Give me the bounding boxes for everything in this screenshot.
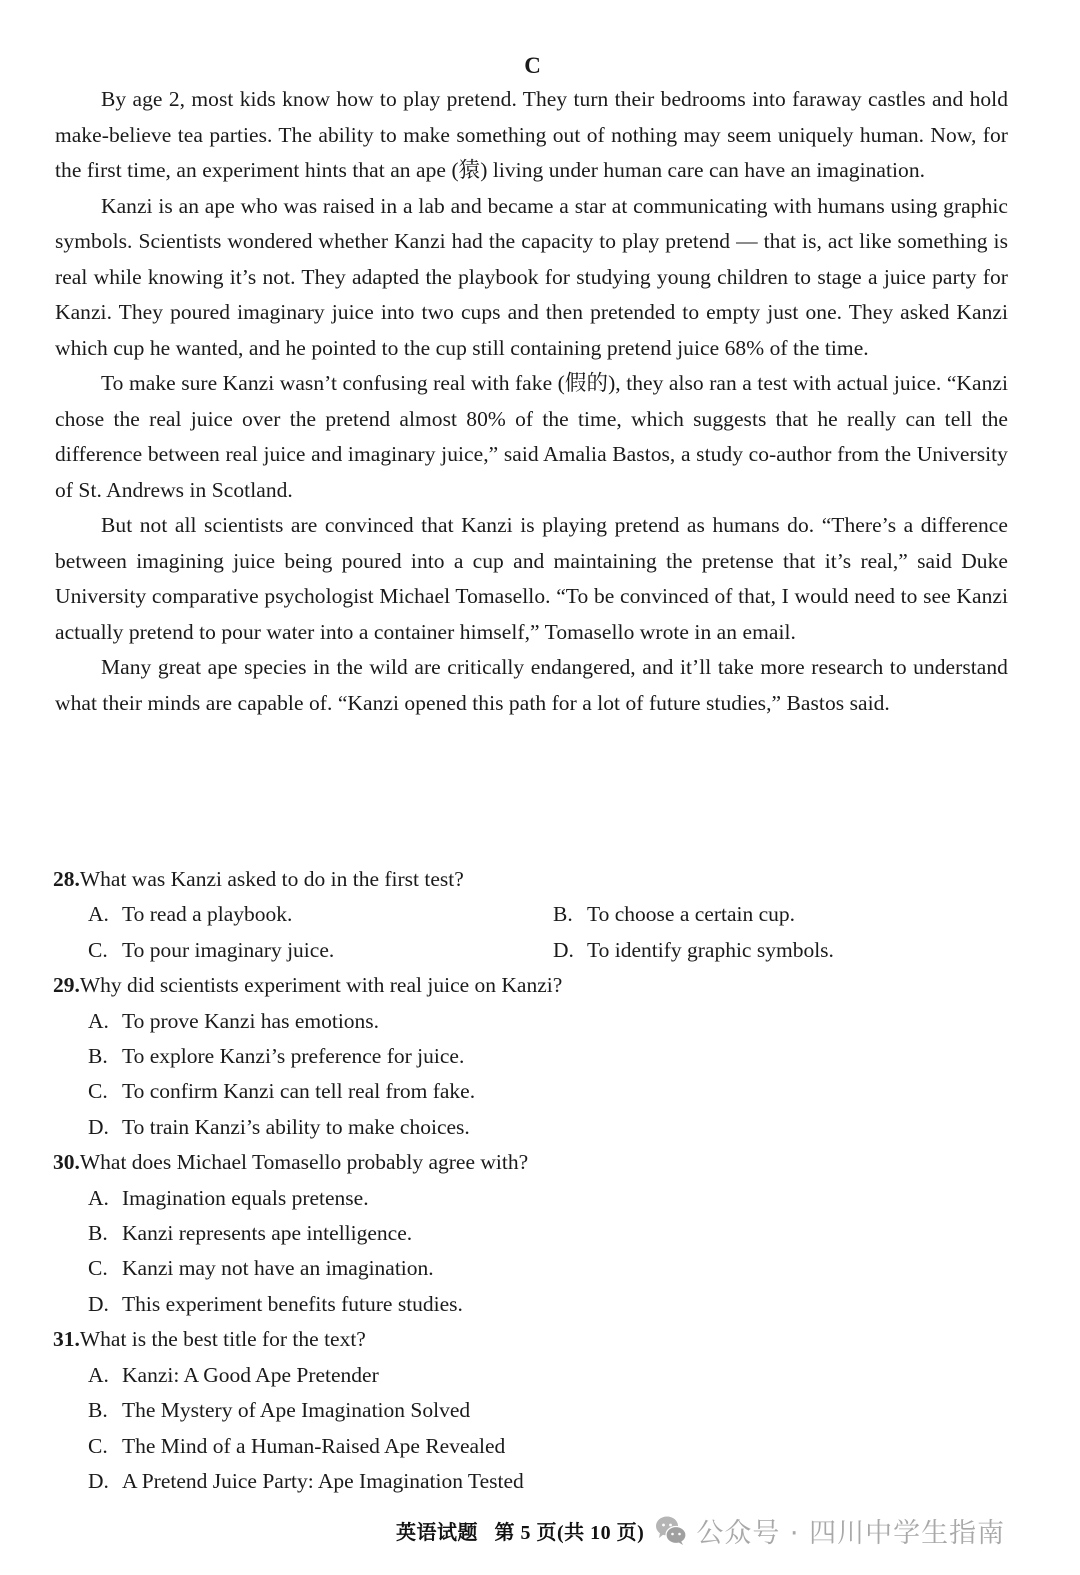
option-c[interactable]: C. Kanzi may not have an imagination.: [88, 1256, 434, 1281]
question-number: 29.: [53, 973, 80, 998]
option-a[interactable]: A. To prove Kanzi has emotions.: [88, 1008, 380, 1033]
question-29: [53, 968, 1013, 1145]
page-footer: [396, 1510, 1005, 1550]
question-31: [53, 1322, 1013, 1499]
option-d[interactable]: D. A Pretend Juice Party: Ape Imagination Tested: [88, 1468, 524, 1493]
question-30: [53, 1145, 1013, 1322]
option-b[interactable]: B. Kanzi represents ape intelligence.: [88, 1221, 413, 1246]
question-stem: [53, 1322, 1013, 1357]
option-b[interactable]: B. The Mystery of Ape Imagination Solved: [88, 1398, 471, 1423]
option-a[interactable]: A. Kanzi: A Good Ape Pretender: [88, 1362, 379, 1387]
question-number: 31.: [53, 1327, 80, 1352]
question-list: [53, 862, 1013, 1499]
option-a[interactable]: A. To read a playbook.: [88, 902, 293, 927]
option-list: [53, 1004, 1013, 1146]
page-number-info: 英语试题 第 5 页(共 10 页): [396, 1521, 645, 1544]
passage-paragraph-2: Kanzi is an ape who was raised in a lab and became a star at communicating with humans using graphic symbols. Scientists wondered whether Kanzi had the capacity to play pretend — that is, act like something is real while knowing it’s not. They adapted the playbook for studying young children to stage a juice party for Kanzi. They poured imaginary juice into two cups and then pretended to empty just one. They asked Kanzi which cup he wanted, and he pointed to the cup still containing pretend juice 68% of the time.: [55, 193, 1008, 360]
question-text: Why did scientists experiment with real juice on Kanzi?: [79, 973, 563, 998]
watermark-text: 公众号 · 四川中学生指南: [696, 1517, 1006, 1549]
question-text: What does Michael Tomasello probably agree with?: [79, 1150, 529, 1175]
question-stem: [53, 862, 1013, 897]
section-heading: C: [524, 53, 541, 78]
option-d[interactable]: D. To identify graphic symbols.: [553, 937, 834, 962]
option-d[interactable]: D. To train Kanzi’s ability to make choices.: [88, 1114, 470, 1139]
passage-paragraph-3: To make sure Kanzi wasn’t confusing real with fake (假的), they also ran a test with actual juice. “Kanzi chose the real juice over the pretend almost 80% of the time, which suggests that he really can tell the difference between real juice and imaginary juice,” said Amalia Bastos, a study co-author from the University of St. Andrews in Scotland.: [55, 371, 1008, 502]
question-stem: [53, 968, 1013, 1003]
option-c[interactable]: C. To confirm Kanzi can tell real from fake.: [88, 1079, 476, 1104]
question-stem: [53, 1145, 1013, 1180]
reading-passage: [55, 82, 1008, 721]
passage-paragraph-5: Many great ape species in the wild are critically endangered, and it’ll take more research to understand what their minds are capable of. “Kanzi opened this path for a lot of future studies,” Bastos said.: [55, 655, 1008, 715]
option-b[interactable]: B. To choose a certain cup.: [553, 902, 796, 927]
question-number: 30.: [53, 1150, 80, 1175]
passage-paragraph-4: But not all scientists are convinced that Kanzi is playing pretend as humans do. “There’s a difference between imagining juice being poured into a cup and maintaining the pretense that it’s real,” said Duke University comparative psychologist Michael Tomasello. “To be convinced of that, I would need to see Kanzi actually pretend to pour water into a container himself,” Tomasello wrote in an email.: [55, 513, 1008, 644]
watermark: [654, 1511, 1005, 1550]
question-text: What was Kanzi asked to do in the first test?: [79, 867, 464, 891]
option-a[interactable]: A. Imagination equals pretense.: [88, 1185, 369, 1210]
option-c[interactable]: C. The Mind of a Human-Raised Ape Revealed: [88, 1433, 506, 1458]
option-c[interactable]: C. To pour imaginary juice.: [88, 937, 335, 962]
option-b[interactable]: B. To explore Kanzi’s preference for juice.: [88, 1044, 465, 1069]
option-list: [53, 897, 1013, 968]
option-list: [53, 1358, 1013, 1500]
wechat-icon: [654, 1513, 688, 1547]
passage-paragraph-1: By age 2, most kids know how to play pretend. They turn their bedrooms into faraway castles and hold make-believe tea parties. The ability to make something out of nothing may seem uniquely human. Now, for the first time, an experiment hints that an ape (猿) living under human care can have an imagination.: [55, 87, 1008, 182]
option-list: [53, 1181, 1013, 1323]
question-number: 28.: [53, 867, 80, 891]
question-28: [53, 862, 1013, 968]
question-text: What is the best title for the text?: [79, 1327, 366, 1352]
option-d[interactable]: D. This experiment benefits future studies.: [88, 1291, 463, 1316]
